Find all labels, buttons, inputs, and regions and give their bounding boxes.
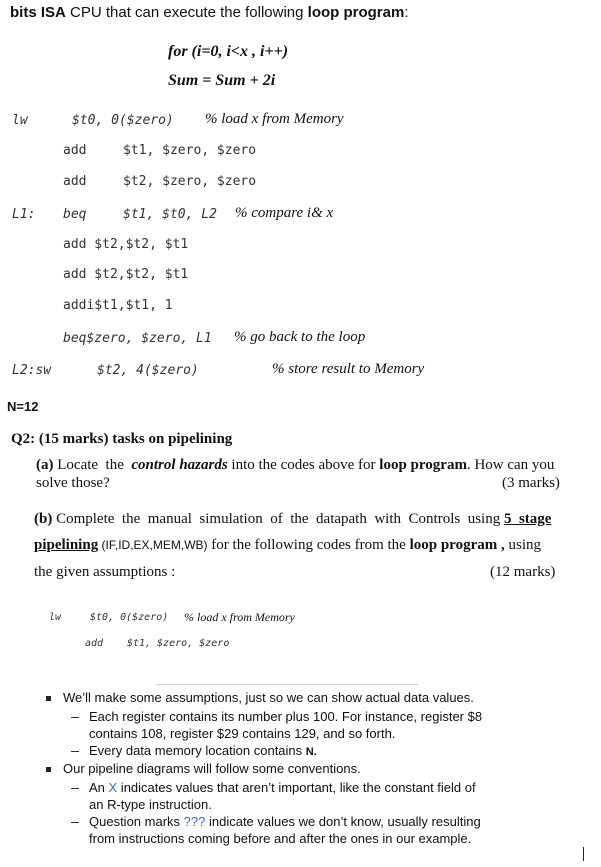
bullet-2-marker	[46, 767, 51, 772]
q2-b-line1	[34, 511, 551, 528]
program-op-add-2: add	[63, 174, 87, 189]
program-comment-lw: % load x from Memory	[205, 111, 344, 127]
sub-2-bold: N.	[305, 746, 317, 758]
text-cursor	[583, 847, 584, 861]
sub-3-pre: An	[89, 780, 109, 795]
q2-b-prefix: (b)	[34, 511, 53, 527]
sub-3-line1	[89, 780, 476, 795]
q2-a-text2: into the codes above for	[227, 457, 380, 473]
program-comment-sw: % store result to Memory	[272, 361, 425, 377]
header-bold: loop program	[307, 4, 405, 21]
q2-a-text3: . How can you	[466, 457, 555, 473]
q2-b-line2-bold: loop program ,	[409, 537, 505, 553]
loop-sum-line: Sum = Sum + 2i	[168, 72, 276, 89]
sub-4-post: indicate values we don’t know, usually resulting	[205, 814, 481, 829]
program-args-sw: $t2, 4($zero)	[97, 363, 199, 378]
header-prefix: bits ISA	[10, 4, 66, 21]
snippet-label-lw: lw	[49, 612, 62, 623]
q2-b-line2	[34, 537, 541, 554]
q2-a-marks: (3 marks)	[502, 475, 560, 491]
sub-2-text: Every data memory location contains	[89, 743, 306, 758]
program-label-l1: L1:	[12, 207, 36, 222]
q2-b-marks: (12 marks)	[490, 564, 556, 580]
snippet-args-lw: $t0, 0($zero)	[90, 612, 169, 623]
header-middle: CPU that can execute the following	[65, 4, 308, 21]
sub-3-dash	[71, 788, 79, 789]
sub-4-line2: from instructions coming before and after the ones in our example.	[89, 831, 472, 846]
sub-1-line2: contains 108, register $29 contains 129, and so forth.	[89, 726, 396, 741]
sub-2-line	[89, 743, 317, 758]
program-comment-beq: % compare i& x	[235, 205, 334, 221]
q2-b-line2-end: using	[504, 537, 541, 553]
sub-1-dash	[71, 717, 79, 718]
bullet-2-text: Our pipeline diagrams will follow some conventions.	[63, 761, 361, 776]
sub-2-dash	[71, 751, 79, 752]
program-comment-beq-back: % go back to the loop	[234, 329, 366, 345]
program-label-l2: L2:sw	[12, 363, 52, 378]
header-suffix: :	[404, 4, 409, 21]
q2-b-text1: Complete the manual simulation of the datapath with Controls using	[52, 511, 504, 527]
q2-b-line2-text: for the following codes from the	[207, 537, 410, 553]
header-line	[10, 4, 409, 21]
sub-4-pre: Question marks	[89, 814, 184, 829]
q2-b-underline: 5 stage	[503, 511, 552, 527]
sub-4-q: ???	[183, 814, 206, 829]
snippet-args-add: $t1, $zero, $zero	[127, 638, 230, 649]
q2-a-line1	[36, 457, 554, 474]
program-line-add-3: add $t2,$t2, $t1	[63, 237, 189, 252]
q2-a-text1: Locate the	[53, 457, 132, 473]
snippet-comment-lw: % load x from Memory	[184, 610, 295, 624]
n-value: N=12	[7, 399, 39, 414]
program-line-beq-back: beq$zero, $zero, L1	[63, 331, 212, 346]
q2-b-stages: (IF,ID,EX,MEM,WB)	[98, 538, 208, 552]
divider-line	[156, 684, 418, 685]
q2-a-prefix: (a)	[36, 457, 54, 473]
q2-a-line2: solve those?	[36, 475, 110, 491]
loop-for-line: for (i=0, i<x , i++)	[168, 43, 289, 60]
bullet-1-text: We’ll make some assumptions, just so we can show actual data values.	[63, 690, 474, 705]
program-line-add-4: add $t2,$t2, $t1	[63, 267, 189, 282]
snippet-op-add: add	[85, 638, 104, 649]
sub-4-dash	[71, 822, 79, 823]
q2-a-bold: loop program	[379, 457, 467, 473]
program-args-lw: $t0, 0($zero)	[72, 113, 174, 128]
program-op-add-1: add	[63, 143, 87, 158]
sub-3-line2: an R-type instruction.	[89, 797, 212, 812]
program-args-beq: $t1, $t0, L2	[123, 207, 217, 222]
program-args-add-1: $t1, $zero, $zero	[123, 143, 257, 158]
sub-3-x: X	[108, 780, 118, 795]
program-op-beq: beq	[63, 207, 87, 222]
q2-b-line3: the given assumptions :	[34, 564, 176, 580]
program-label-lw: lw	[12, 113, 28, 128]
sub-4-line1	[89, 814, 481, 829]
q2-b-pipelining: pipelining	[34, 537, 99, 553]
program-line-addi: addi$t1,$t1, 1	[63, 298, 173, 313]
program-args-add-2: $t2, $zero, $zero	[123, 174, 257, 189]
q2-a-emph: control hazards	[131, 457, 228, 473]
q2-title: Q2: (15 marks) tasks on pipelining	[11, 431, 233, 447]
bullet-1-marker	[46, 696, 51, 701]
sub-1-line1: Each register contains its number plus 100. For instance, register $8	[89, 709, 483, 724]
sub-3-post: indicates values that aren’t important, like the constant field of	[117, 780, 476, 795]
